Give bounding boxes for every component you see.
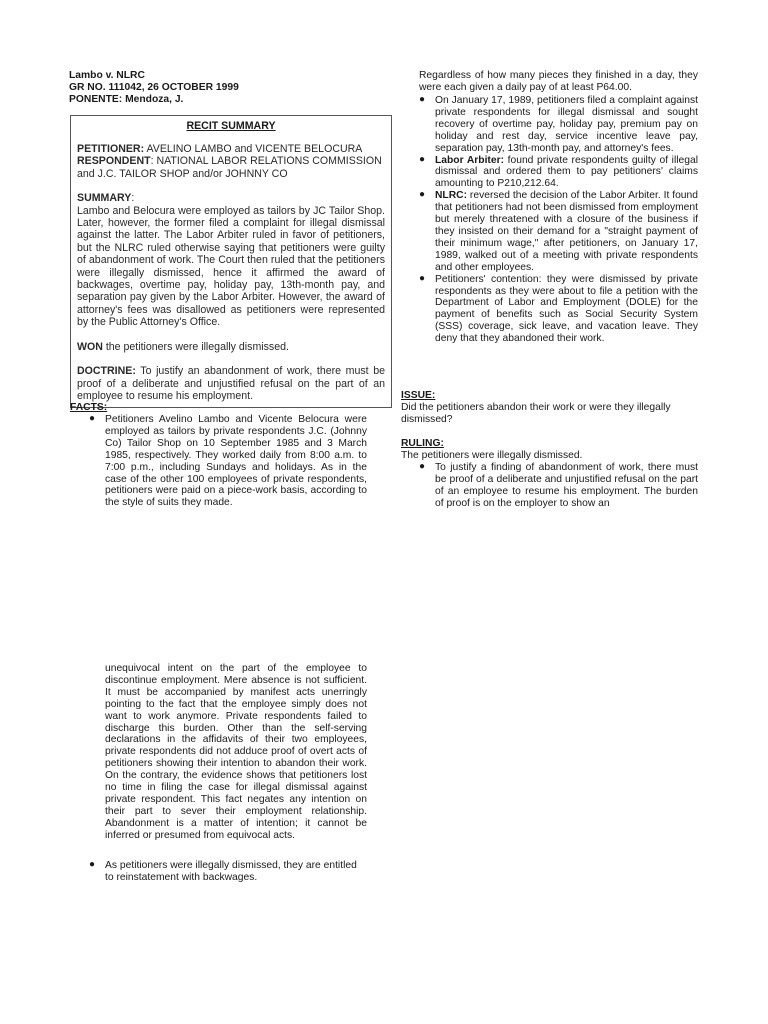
ruling-continuation: unequivocal intent on the part of the employee to discontinue employment. Mere absence is not sufficient. It must be accompanied by manifest acts unerringly pointing to the fact that the employee simply does not want to work anymore. Private respondents failed to discharge this burden. Other than the self-serving declarations in the affidavits of their two employees, private respondents did not adduce proof of overt acts of petitioners showing their intention to abandon their work. On the contrary, the evidence shows that petitioners lost no time in filing the case for illegal dismissal against private respondent. This fact negates any intention on their part to sever their employment relationship. Abandonment is a matter of intention; it cannot be inferred or presumed from equivocal acts. bbox=[105, 663, 367, 841]
facts-heading: FACTS: bbox=[70, 402, 108, 413]
list-item: ● Labor Arbiter: found private respondents guilty of illegal dismissal and ordered them to pay petitioners' claims amounting to P210,212.64. bbox=[419, 153, 698, 190]
list-item: ● Petitioners Avelino Lambo and Vicente Belocura were employed as tailors by private respondents J.C. (Johnny Co) Tailor Shop on 10 September 1985 and 3 March 1985, respectively. They worked daily from 8:00 a.m. to 7:00 p.m., including Sundays and holidays. As in the case of the other 100 employees of private respondents, petitioners were paid on a piece-work basis, according to the style of suits they made. bbox=[89, 413, 367, 509]
won-statement: WON the petitioners were illegally dismissed. bbox=[77, 340, 289, 353]
facts-continuation: Regardless of how many pieces they finished in a day, they were each given a daily pay of at least P64.00. bbox=[419, 70, 698, 93]
bullet-icon: ● bbox=[419, 272, 426, 284]
ruling-list bbox=[419, 462, 698, 510]
bullet-icon: ● bbox=[89, 859, 96, 870]
petitioner-label: PETITIONER: bbox=[77, 143, 145, 155]
facts-list bbox=[89, 414, 367, 509]
recit-summary-title: RECIT SUMMARY bbox=[186, 120, 276, 132]
list-item: ● Petitioners' contention: they were dismissed by private respondents as they were about to file a petition with the Department of Labor and Employment (DOLE) for the payment of benefits such as Social Security System (SSS) coverage, sick leave, and vacation leave. They deny that they abandoned their work. bbox=[419, 272, 698, 345]
ruling-heading: RULING: bbox=[401, 438, 444, 449]
ruling-text: The petitioners were illegally dismissed. bbox=[401, 450, 583, 461]
issue-heading: ISSUE: bbox=[401, 390, 436, 401]
bullet-icon: ● bbox=[419, 94, 426, 105]
facts-list-continued bbox=[419, 95, 698, 345]
respondent-value: : NATIONAL LABOR RELATIONS COMMISSION and J.C. TAILOR SHOP and/or JOHNNY CO bbox=[77, 155, 382, 180]
issue-text: Did the petitioners abandon their work or were they illegally dismissed? bbox=[401, 402, 671, 425]
summary-heading: SUMMARY: bbox=[77, 192, 135, 205]
list-item: ● To justify a finding of abandonment of work, there must be proof of a deliberate and unjustified refusal on the part of an employee to resume his employment. The burden of proof is on the employer to show an bbox=[419, 461, 698, 509]
doctrine: DOCTRINE: To justify an abandonment of work, there must be proof of a deliberate and unjustified refusal on the part of an employee to resume his employment. bbox=[77, 365, 385, 402]
bullet-icon: ● bbox=[419, 461, 426, 472]
case-title: Lambo v. NLRC bbox=[69, 70, 145, 81]
list-item: ● On January 17, 1989, petitioners filed a complaint against private respondents for illegal dismissal and sought recovery of overtime pay, holiday pay, premium pay on holiday and rest day, service incentive leave pay, separation pay, 13th-month pay, and attorney's fees. bbox=[419, 94, 698, 154]
respondent-label: RESPONDENT bbox=[77, 155, 151, 168]
ponente: PONENTE: Mendoza, J. bbox=[69, 93, 184, 105]
ruling-final-list bbox=[89, 860, 367, 884]
list-item: ● As petitioners were illegally dismissed, they are entitled to reinstatement with backwages. bbox=[89, 859, 357, 883]
bullet-icon: ● bbox=[419, 153, 426, 165]
list-item: ● NLRC: reversed the decision of the Labor Arbiter. It found that petitioners had not been dismissed from employment but merely threatened with a closure of the business if they insisted on their demand for a "straight payment of their minimum wage," after petitioners, on January 17, 1989, walked out of a meeting with private respondents and other employees. bbox=[419, 189, 698, 273]
petitioner-value: AVELINO LAMBO and VICENTE BELOCURA bbox=[144, 143, 363, 155]
summary-text: Lambo and Belocura were employed as tailors by JC Tailor Shop. Later, however, the former filed a complaint for illegal dismissal against the latter. The Labor Arbiter ruled in favor of petitioners, but the NLRC ruled otherwise saying that petitioners were guilty of abandonment of work. The Court then ruled that the petitioners were illegally dismissed, hence it affirmed the award of backwages, overtime pay, holiday pay, 13th-month pay, and separation pay given by the Labor Arbiter. However, the award of attorney's fees was disallowed as petitioners were represented by the Public Attorney's Office. bbox=[77, 204, 385, 329]
recit-summary-box bbox=[70, 115, 392, 408]
parties bbox=[77, 143, 385, 180]
case-header bbox=[69, 70, 399, 106]
bullet-icon: ● bbox=[89, 413, 96, 424]
bullet-icon: ● bbox=[419, 189, 426, 201]
gr-number: GR NO. 111042, 26 OCTOBER 1999 bbox=[69, 81, 239, 93]
